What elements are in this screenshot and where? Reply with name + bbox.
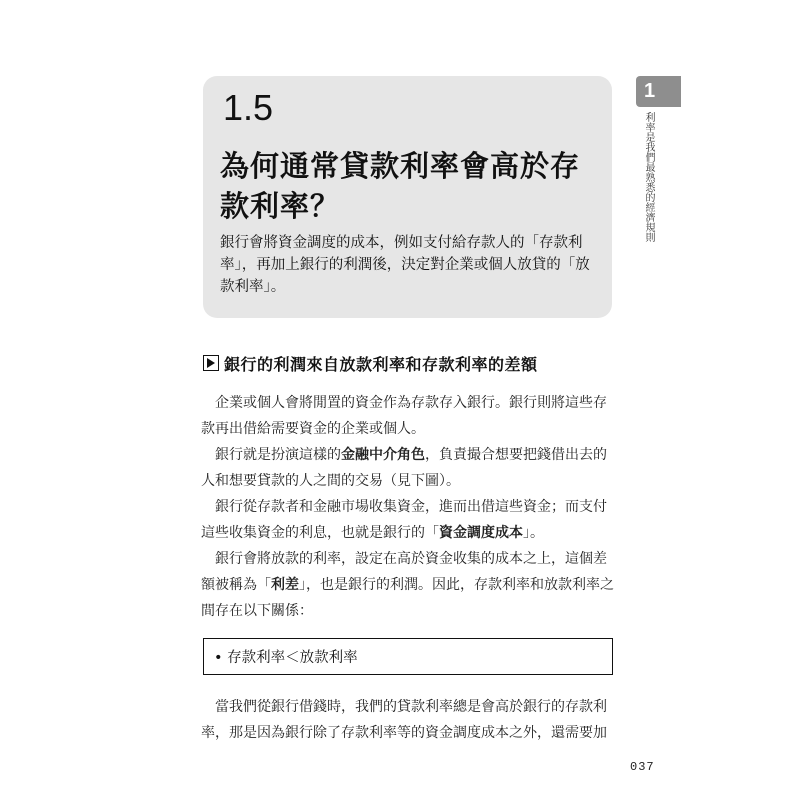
formula-box — [203, 638, 613, 675]
closing-text — [201, 694, 615, 746]
sub-heading-text: 銀行的利潤來自放款利率和存款利率的差額 — [224, 354, 538, 374]
paragraph: 當我們從銀行借錢時，我們的貸款利率總是會高於銀行的存款利率，那是因為銀行除了存款利率等的資金調度成本之外，還需要加 — [201, 699, 607, 741]
chapter-number: 1 — [644, 80, 656, 102]
section-title-box — [203, 76, 612, 318]
chapter-side-label: 利率是我們最熟悉的經濟規則 — [643, 112, 654, 242]
paragraph: 銀行就是扮演這樣的金融中介角色，負責撮合想要把錢借出去的人和想要貸款的人之間的交易（見下圖）。 — [201, 447, 607, 489]
body-text — [201, 390, 615, 624]
paragraph: 企業或個人會將閒置的資金作為存款存入銀行。銀行則將這些存款再出借給需要資金的企業或個人。 — [201, 395, 607, 437]
chapter-tab — [636, 76, 681, 107]
paragraph: 銀行會將放款的利率，設定在高於資金收集的成本之上，這個差額被稱為「利差」，也是銀行的利潤。因此，存款利率和放款利率之間存在以下關係： — [201, 551, 614, 619]
emphasis: 資金調度成本 — [439, 525, 523, 541]
paragraph: 銀行從存款者和金融市場收集資金，進而出借這些資金；而支付這些收集資金的利息，也就是銀行的「資金調度成本」。 — [201, 499, 607, 541]
page-number: 037 — [630, 760, 655, 774]
sub-heading — [203, 352, 538, 374]
section-number: 1.5 — [223, 87, 274, 128]
emphasis: 利差 — [271, 577, 299, 593]
intro-summary: 銀行會將資金調度的成本，例如支付給存款人的「存款利率」，再加上銀行的利潤後，決定對企業或個人放貸的「放款利率」。 — [220, 235, 590, 295]
page-title: 為何通常貸款利率會高於存款利率？ — [220, 149, 581, 223]
play-icon — [203, 355, 219, 371]
emphasis: 金融中介角色 — [341, 447, 425, 463]
formula-text: • 存款利率＜放款利率 — [214, 650, 358, 666]
